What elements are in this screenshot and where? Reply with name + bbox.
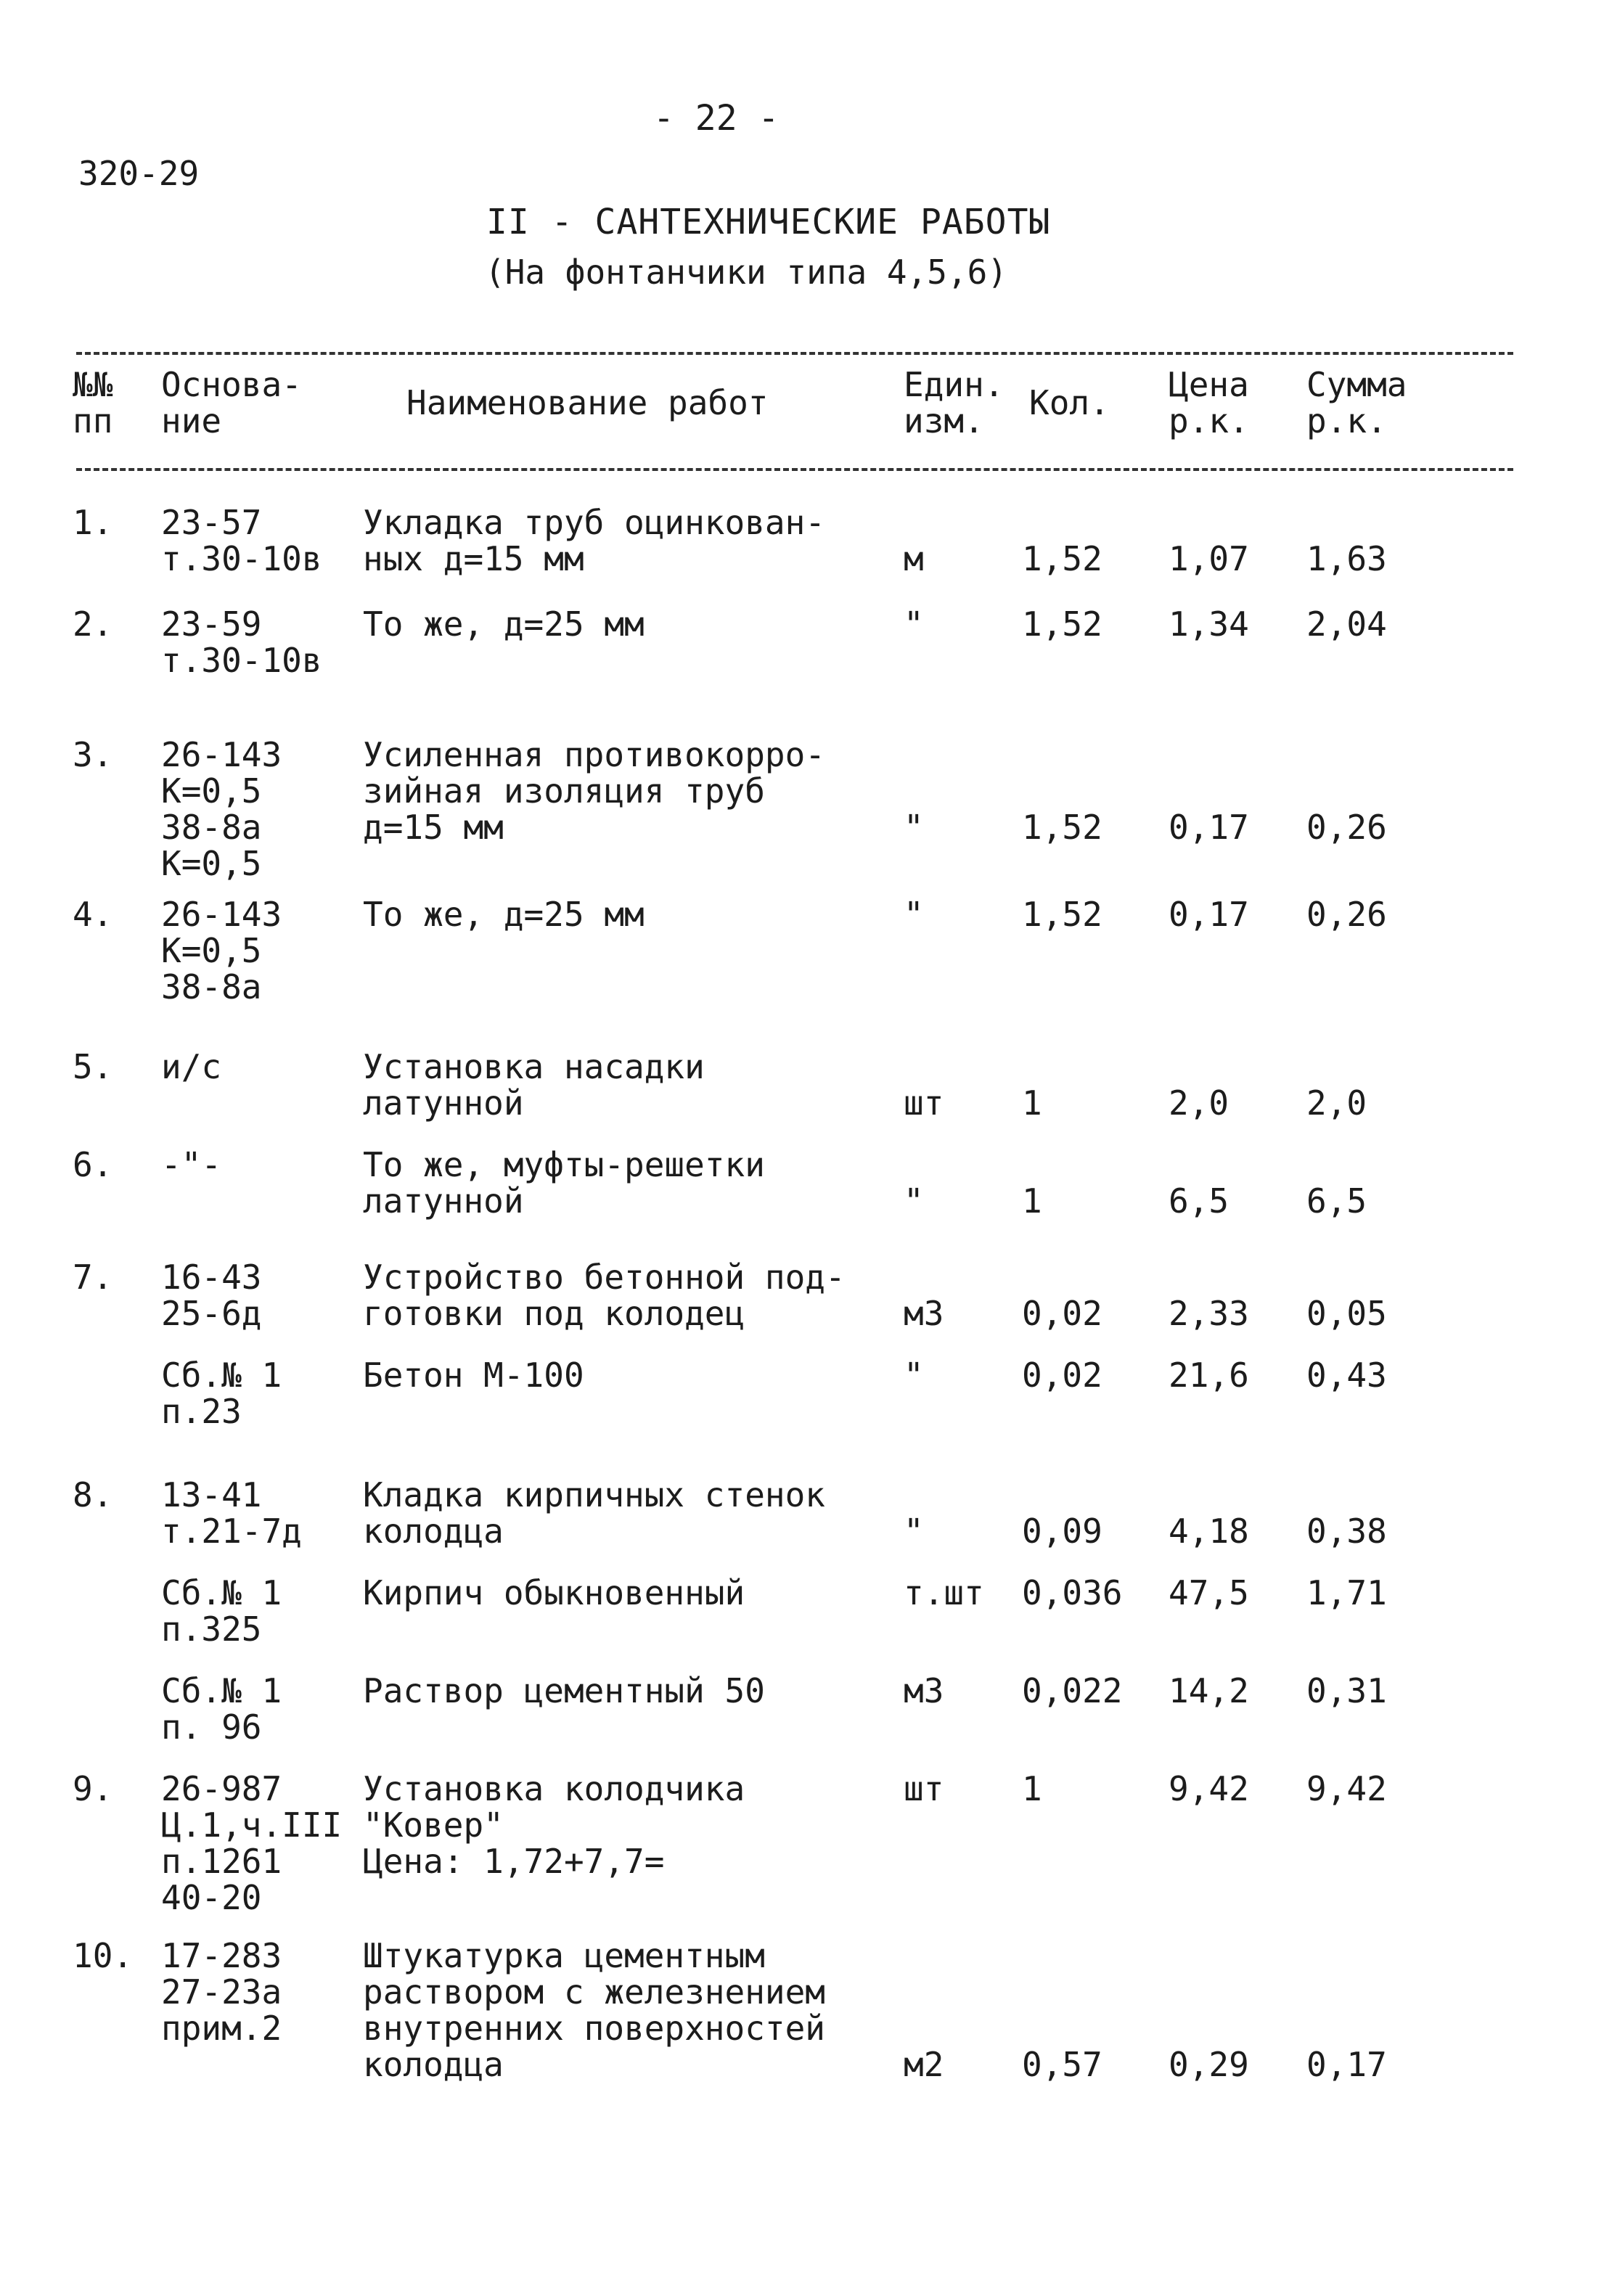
row-4-no: 4. <box>73 895 113 934</box>
row-4-name: То же, д=25 мм <box>363 895 645 934</box>
col-header-sum: Сумма р.к. <box>1306 365 1407 440</box>
row-3-sum: 0,26 <box>1306 808 1387 847</box>
row-8-price: 21,6 <box>1169 1356 1249 1395</box>
row-8-basis: Сб.№ 1 п.23 <box>161 1356 282 1431</box>
row-3-name: Усиленная противокорро- зийная изоляция труб д=15 мм <box>363 735 825 847</box>
row-11-unit: м3 <box>904 1671 944 1710</box>
row-2-unit: " <box>904 604 924 644</box>
row-1-sum: 1,63 <box>1306 539 1387 578</box>
row-13-sum: 0,17 <box>1306 2045 1387 2084</box>
row-2-basis: 23-59 т.30-10в <box>161 604 322 680</box>
col-header-basis: Основа- ние <box>161 365 302 440</box>
row-4-sum: 0,26 <box>1306 895 1387 934</box>
row-7-price: 2,33 <box>1169 1294 1249 1333</box>
row-13-no: 10. <box>73 1936 134 1975</box>
row-1-no: 1. <box>73 503 113 542</box>
row-3-qty: 1,52 <box>1022 808 1102 847</box>
row-5-sum: 2,0 <box>1306 1083 1367 1123</box>
row-9-no: 8. <box>73 1475 113 1514</box>
row-7-sum: 0,05 <box>1306 1294 1387 1333</box>
row-13-qty: 0,57 <box>1022 2045 1102 2084</box>
row-8-name: Бетон М-100 <box>363 1356 584 1395</box>
row-5-no: 5. <box>73 1047 113 1086</box>
row-10-qty: 0,036 <box>1022 1573 1123 1612</box>
row-9-basis: 13-41 т.21-7д <box>161 1475 302 1551</box>
row-12-no: 9. <box>73 1769 113 1808</box>
row-4-price: 0,17 <box>1169 895 1249 934</box>
row-12-basis: 26-987 Ц.1,ч.III п.1261 40-20 <box>161 1769 343 1917</box>
row-6-qty: 1 <box>1022 1181 1042 1221</box>
row-5-qty: 1 <box>1022 1083 1042 1123</box>
row-3-basis: 26-143 К=0,5 38-8а К=0,5 <box>161 735 282 883</box>
page-number: - 22 - <box>653 98 780 139</box>
row-12-sum: 9,42 <box>1306 1769 1387 1808</box>
document-code: 320-29 <box>78 154 200 193</box>
col-header-no: №№ пп <box>73 365 113 440</box>
row-13-price: 0,29 <box>1169 2045 1249 2084</box>
row-10-name: Кирпич обыкновенный <box>363 1573 745 1612</box>
row-1-price: 1,07 <box>1169 539 1249 578</box>
row-2-name: То же, д=25 мм <box>363 604 645 644</box>
row-10-sum: 1,71 <box>1306 1573 1387 1612</box>
row-4-basis: 26-143 К=0,5 38-8а <box>161 895 282 1006</box>
row-11-qty: 0,022 <box>1022 1671 1123 1710</box>
col-header-name: Наименование работ <box>406 383 769 422</box>
row-11-basis: Сб.№ 1 п. 96 <box>161 1671 282 1747</box>
row-6-unit: " <box>904 1181 924 1221</box>
row-2-qty: 1,52 <box>1022 604 1102 644</box>
row-8-unit: " <box>904 1356 924 1395</box>
row-12-qty: 1 <box>1022 1769 1042 1808</box>
row-6-price: 6,5 <box>1169 1181 1229 1221</box>
row-10-basis: Сб.№ 1 п.325 <box>161 1573 282 1649</box>
row-1-qty: 1,52 <box>1022 539 1102 578</box>
row-12-unit: шт <box>904 1769 944 1808</box>
row-9-name: Кладка кирпичных стенок колодца <box>363 1475 825 1551</box>
row-4-qty: 1,52 <box>1022 895 1102 934</box>
row-6-name: То же, муфты-решетки латунной <box>363 1145 765 1221</box>
row-7-qty: 0,02 <box>1022 1294 1102 1333</box>
row-11-sum: 0,31 <box>1306 1671 1387 1710</box>
row-5-basis: и/с <box>161 1047 222 1086</box>
col-header-qty: Кол. <box>1029 383 1110 422</box>
row-5-name: Установка насадки латунной <box>363 1047 705 1123</box>
row-6-sum: 6,5 <box>1306 1181 1367 1221</box>
row-6-basis: -"- <box>161 1145 222 1184</box>
row-7-basis: 16-43 25-6д <box>161 1258 262 1333</box>
col-header-price: Цена р.к. <box>1169 365 1249 440</box>
row-9-qty: 0,09 <box>1022 1512 1102 1551</box>
header-bottom-rule <box>76 468 1513 471</box>
row-8-qty: 0,02 <box>1022 1356 1102 1395</box>
row-9-price: 4,18 <box>1169 1512 1249 1551</box>
row-9-unit: " <box>904 1512 924 1551</box>
row-6-no: 6. <box>73 1145 113 1184</box>
row-2-no: 2. <box>73 604 113 644</box>
row-2-sum: 2,04 <box>1306 604 1387 644</box>
row-9-sum: 0,38 <box>1306 1512 1387 1551</box>
row-12-price: 9,42 <box>1169 1769 1249 1808</box>
row-7-unit: м3 <box>904 1294 944 1333</box>
row-4-unit: " <box>904 895 924 934</box>
row-11-name: Раствор цементный 50 <box>363 1671 765 1710</box>
section-title: II - САНТЕХНИЧЕСКИЕ РАБОТЫ <box>486 202 1051 242</box>
row-3-no: 3. <box>73 735 113 774</box>
row-11-price: 14,2 <box>1169 1671 1249 1710</box>
header-top-rule <box>76 352 1513 355</box>
row-5-price: 2,0 <box>1169 1083 1229 1123</box>
row-7-name: Устройство бетонной под- готовки под колодец <box>363 1258 846 1333</box>
row-10-price: 47,5 <box>1169 1573 1249 1612</box>
row-10-unit: т.шт <box>904 1573 984 1612</box>
row-13-basis: 17-283 27-23а прим.2 <box>161 1936 282 2048</box>
row-3-unit: " <box>904 808 924 847</box>
row-1-basis: 23-57 т.30-10в <box>161 503 322 578</box>
col-header-unit: Един. изм. <box>904 365 1004 440</box>
row-3-price: 0,17 <box>1169 808 1249 847</box>
section-subtitle: (На фонтанчики типа 4,5,6) <box>485 253 1008 292</box>
row-1-name: Укладка труб оцинкован- ных д=15 мм <box>363 503 825 578</box>
row-12-name: Установка колодчика "Ковер" Цена: 1,72+7,7= <box>363 1769 745 1881</box>
row-7-no: 7. <box>73 1258 113 1297</box>
row-2-price: 1,34 <box>1169 604 1249 644</box>
row-5-unit: шт <box>904 1083 944 1123</box>
row-13-unit: м2 <box>904 2045 944 2084</box>
row-13-name: Штукатурка цементным раствором с железнением внутренних поверхностей колодца <box>363 1936 825 2084</box>
row-1-unit: м <box>904 539 924 578</box>
row-8-sum: 0,43 <box>1306 1356 1387 1395</box>
